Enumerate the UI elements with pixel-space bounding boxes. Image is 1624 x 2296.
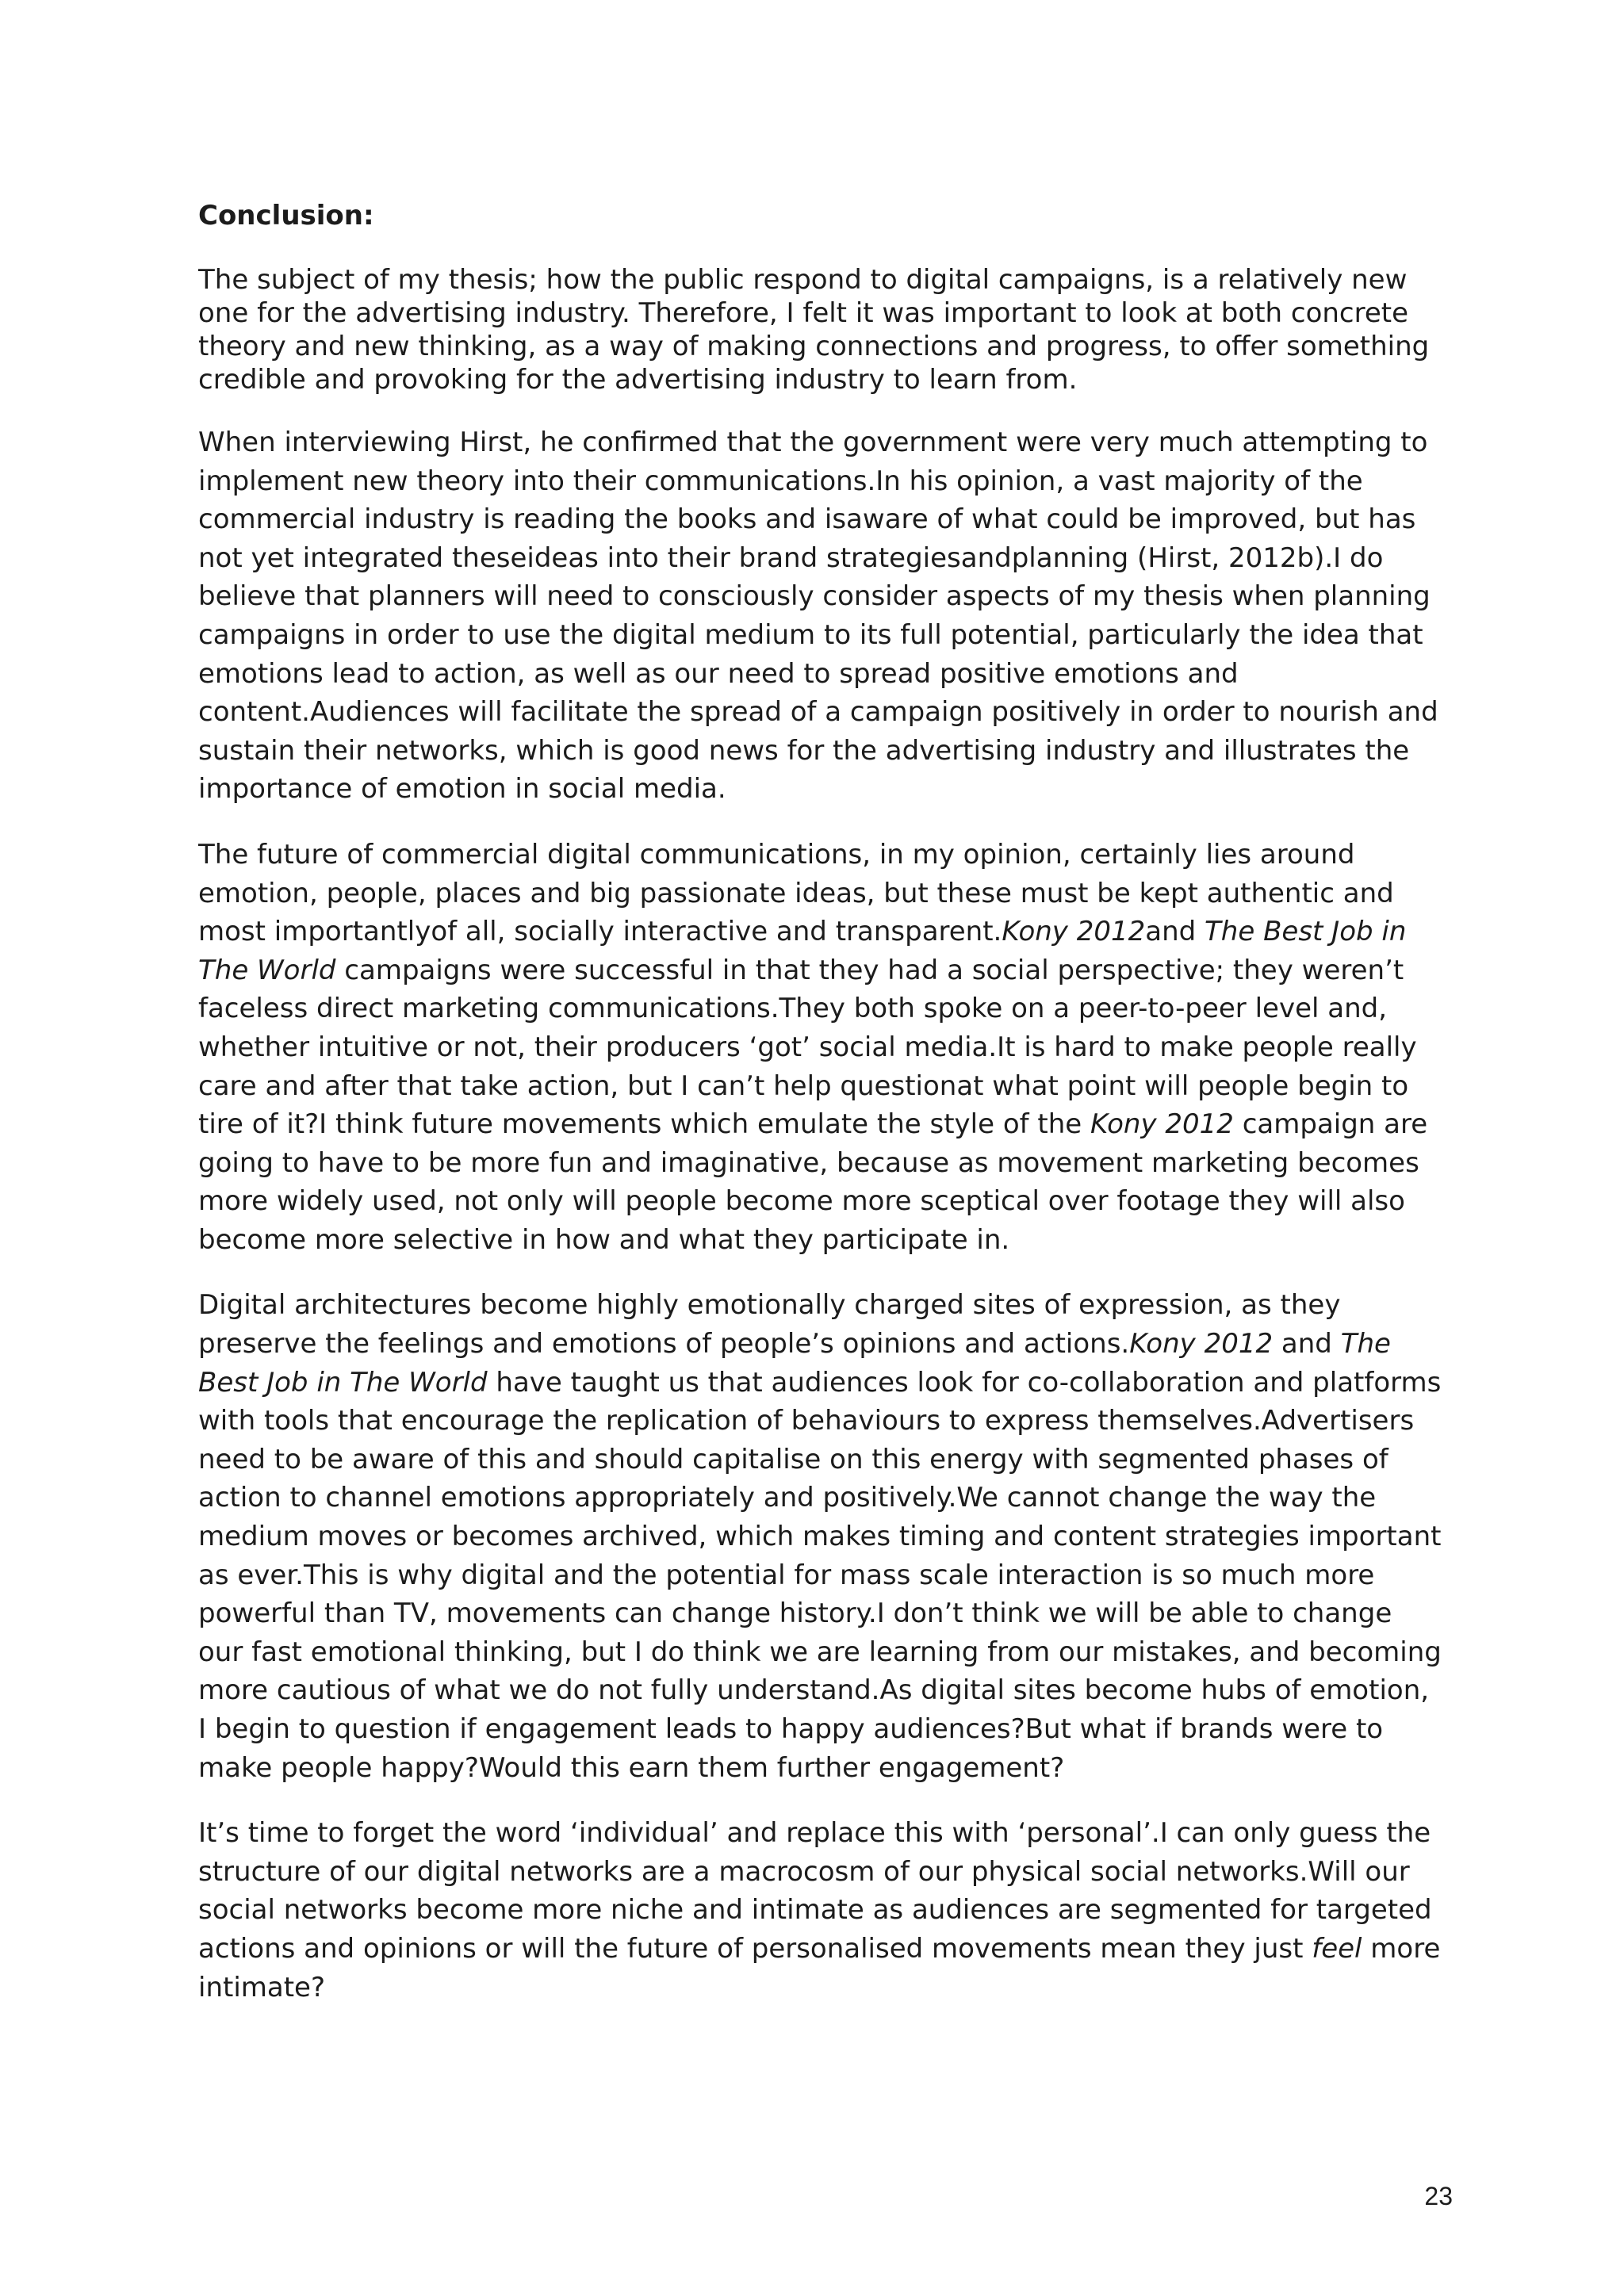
paragraph-text: When interviewing Hirst, he confirmed that the government were very much attempting to implement new theory into their communications.In his opinion, a vast majority of the commercial industry is reading the books and isaware of what could be improved, but has not yet integrated theseideas into their brand strategiesandplanning (Hirst, 2012b).I do believe that planners will need to consciously consider aspects of my thesis when planning campaigns in order to use the digital medium to its full potential, particularly the idea that emotions lead to action, as well as our need to spread positive emotions and content.Audiences will facilitate the spread of a campaign positively in order to nourish and sustain their networks, which is good news for the advertising industry and illustrates the importance of emotion in social media. bbox=[198, 427, 1438, 806]
page-number: 23 bbox=[1424, 2182, 1453, 2210]
italic-title-text: Kony 2012 bbox=[1090, 1108, 1234, 1141]
paragraph bbox=[198, 1286, 1443, 1787]
paragraph-text: have taught us that audiences look for co-collaboration and platforms with tools that encourage the replication of behaviours to express themselves.Advertisers need to be aware of this and should capitalise on this energy with segmented phases of action to channel emotions appropriately and positively.We cannot change the way the medium moves or becomes archived, which makes timing and content strategies important as ever.This is why digital and the potential for mass scale interaction is so much more powerful than TV, movements can change history.I don’t think we will be able to change our fast emotional thinking, but I do think we are learning from our mistakes, and becoming more cautious of what we do not fully understand.As digital sites become hubs of emotion, I begin to question if engagement leads to happy audiences?But what if brands were to make people happy?Would this earn them further engagement? bbox=[198, 1366, 1442, 1784]
paragraph bbox=[198, 423, 1443, 809]
paragraph bbox=[198, 836, 1443, 1260]
paragraph-text: campaigns were successful in that they had a social perspective; they weren’t faceless direct marketing communications.They both spoke on a peer-to-peer level and, whether intuitive or not, their producers ‘got’ social media.It is hard to make people really care and after that take action, but I can’t help questionat what point will people begin to tire of it?I think future movements which emulate the style of the bbox=[198, 954, 1417, 1141]
paragraph-text: more intimate? bbox=[198, 1932, 1441, 2003]
paragraph-text: Digital architectures become highly emotionally charged sites of expression, as they preserve the feelings and emotions of people’s opinions and actions. bbox=[198, 1289, 1341, 1360]
section-heading: Conclusion: bbox=[198, 200, 374, 232]
paragraph-text: and bbox=[1145, 916, 1205, 948]
italic-title-text: The Best Job in The World bbox=[198, 916, 1407, 986]
page-body bbox=[198, 197, 1443, 2034]
paragraph-text: The future of commercial digital communications, in my opinion, certainly lies around emotion, people, places and big passionate ideas, but these must be kept authentic and most importantlyof all, socially interactive and transparent. bbox=[198, 838, 1394, 948]
paragraph bbox=[198, 1814, 1443, 2007]
italic-title-text: Kony 2012 bbox=[1002, 916, 1146, 948]
paragraph-text: It’s time to forget the word ‘individual’ and replace this with ‘personal’.I can only guess the structure of our digital networks are a macrocosm of our physical social networks.Will our social networks become more niche and intimate as audiences are segmented for targeted actions and opinions or will the future of personalised movements mean they just bbox=[198, 1817, 1432, 1965]
italic-title-text: The Best Job in The World bbox=[198, 1328, 1391, 1399]
italic-title-text: Kony 2012 bbox=[1129, 1328, 1274, 1360]
paragraph-text: The subject of my thesis; how the public respond to digital campaigns, is a relatively new one for the advertising industry. Therefore, I felt it was important to look at both concrete theory and new thinking, as a way of making connections and progress, to offer something credible and provoking for the advertising industry to learn from. bbox=[198, 264, 1430, 396]
paragraph-text: and bbox=[1273, 1328, 1341, 1360]
paragraph-text: campaign are going to have to be more fun and imaginative, because as movement marketing becomes more widely used, not only will people become more sceptical over footage they will also become more selective in how and what they participate in. bbox=[198, 1108, 1428, 1256]
paragraph bbox=[198, 263, 1443, 396]
italic-title-text: feel bbox=[1312, 1932, 1362, 1965]
